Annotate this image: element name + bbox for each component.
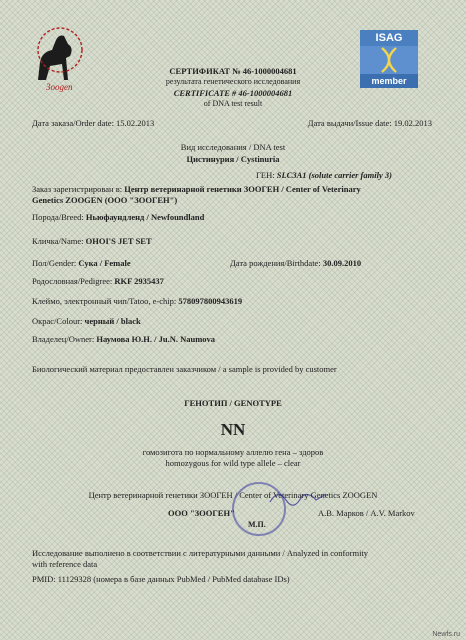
logo-text: 3oogen: [46, 82, 73, 92]
registered-value-2: Genetics ZOOGEN (ООО "ЗООГЕН"): [32, 195, 178, 205]
badge-title: ISAG: [360, 30, 418, 46]
footer-line-3: PMID: 11129328 (номера в базе данных PubMed / PubMed database IDs): [32, 574, 290, 584]
sample-statement: Биологический материал предоставлен заказчиком / a sample is provided by customer: [32, 364, 337, 374]
dna-test-name: Цистинурия / Cystinuria: [186, 154, 280, 164]
footer-line-1: Исследование выполнено в соответствии с литературными данными / Analyzed in conformity: [32, 548, 369, 558]
pedigree-row: [32, 276, 164, 287]
gender-value: Сука / Female: [78, 258, 131, 268]
watermark: Newfs.ru: [432, 631, 460, 638]
pedigree-value: RKF 2935437: [114, 276, 164, 286]
gender-row: [32, 258, 131, 269]
breed-row: [32, 212, 204, 223]
tattoo-row: [32, 296, 242, 307]
colour-label: Окрас/Colour:: [32, 316, 83, 326]
birthdate-row: [230, 258, 361, 269]
order-date: Дата заказа/Order date: 15.02.2013: [32, 118, 155, 128]
breed-label: Порода/Breed:: [32, 212, 84, 222]
cert-subtitle-ru: результата генетического исследования: [165, 77, 301, 86]
colour-value: черный / black: [84, 316, 141, 326]
tattoo-value: 578097800943619: [178, 296, 243, 306]
cert-subtitle-en: of DNA test result: [203, 99, 263, 108]
gender-label: Пол/Gender:: [32, 258, 77, 268]
breed-value: Ньюфаундленд / Newfoundland: [85, 212, 205, 222]
pedigree-label: Родословная/Pedigree:: [32, 276, 113, 286]
issue-date: Дата выдачи/Issue date: 19.02.2013: [307, 118, 432, 128]
signoff-signer: А.В. Марков / A.V. Markov: [318, 508, 415, 518]
registered-label: Заказ зарегистрирован в:: [32, 184, 123, 194]
badge-subtitle: member: [360, 74, 418, 88]
signoff-org: ООО "ЗООГЕН": [168, 508, 235, 518]
genotype-value: NN: [220, 420, 246, 439]
footer-line-2: with reference data: [32, 559, 98, 569]
genotype-label: ГЕНОТИП / GENOTYPE: [184, 398, 282, 408]
name-value: OHOI'S JET SET: [85, 236, 152, 246]
colour-row: [32, 316, 141, 327]
gene-value: SLC3A1 (solute carrier family 3): [276, 170, 392, 180]
birthdate-value: 30.09.2010: [322, 258, 362, 268]
owner-value: Наумова Ю.Н. / Ju.N. Naumova: [96, 334, 216, 344]
gene-line: [256, 170, 392, 181]
owner-label: Владелец/Owner:: [32, 334, 95, 344]
registered-line-1: [32, 184, 361, 195]
stamp-label: М.П.: [248, 520, 266, 529]
name-label: Кличка/Name:: [32, 236, 84, 246]
name-row: [32, 236, 152, 247]
genotype-desc-en: homozygous for wild type allele – clear: [165, 458, 301, 468]
owner-row: [32, 334, 215, 345]
registered-value-1: Центр ветеринарной генетики ЗООГЕН / Center of Veterinary: [124, 184, 361, 194]
signoff-center: Центр ветеринарной генетики ЗООГЕН / Center of Veterinary Genetics ZOOGEN: [88, 490, 378, 500]
cert-title-en: CERTIFICATE # 46-1000004681: [173, 88, 293, 98]
genotype-desc-ru: гомозигота по нормальному аллелю гена – здоров: [142, 447, 324, 457]
tattoo-label: Клеймо, электронный чип/Tatoo, e-chip:: [32, 296, 177, 306]
birthdate-label: Дата рождения/Birthdate:: [230, 258, 321, 268]
cert-title-ru: СЕРТИФИКАТ № 46-1000004681: [169, 66, 297, 76]
gene-label: ГЕН:: [256, 170, 275, 180]
dna-test-label: Вид исследования / DNA test: [180, 142, 286, 152]
signature-icon: [268, 486, 328, 508]
